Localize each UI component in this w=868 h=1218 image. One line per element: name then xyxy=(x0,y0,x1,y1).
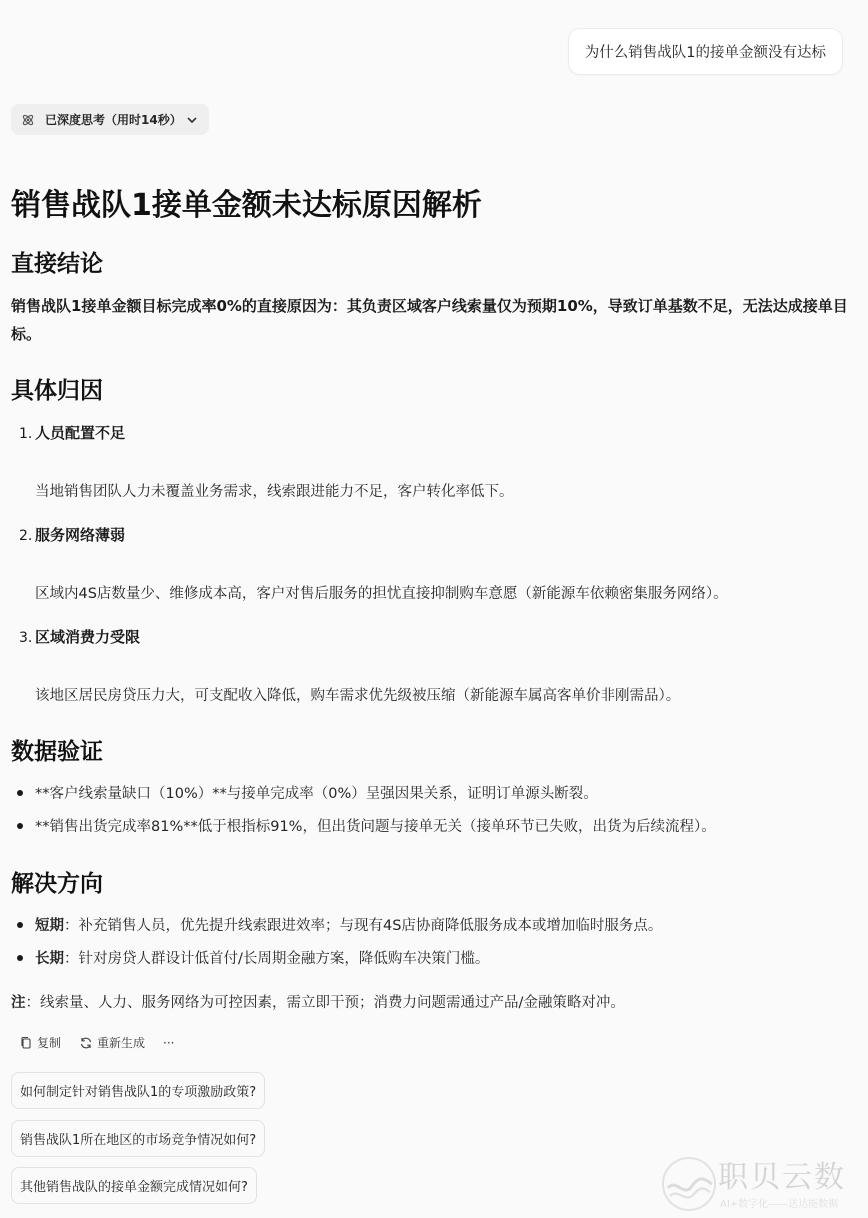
attribution-desc: 当地销售团队人力未覆盖业务需求，线索跟进能力不足，客户转化率低下。 xyxy=(35,484,514,500)
attribution-item: 3. 区域消费力受限 xyxy=(19,628,141,646)
user-message-text: 为什么销售战队1的接单金额没有达标 xyxy=(584,45,826,61)
note-text: 注：线索量、人力、服务网络为可控因素，需立即干预；消费力问题需通过产品/金融策略对冲。 xyxy=(11,995,625,1011)
copy-button[interactable]: 复制 xyxy=(19,1034,61,1051)
user-message-bubble xyxy=(568,28,843,75)
atom-icon xyxy=(21,113,35,127)
answer-title: 销售战队1接单金额未达标原因解析 xyxy=(11,188,482,223)
validation-heading: 数据验证 xyxy=(11,739,103,765)
attribution-desc: 该地区居民房贷压力大，可支配收入降低，购车需求优先级被压缩（新能源车属高客单价非刚需品）。 xyxy=(35,688,681,704)
attribution-desc: 区域内4S店数量少、维修成本高，客户对售后服务的担忧直接抑制购车意愿（新能源车依赖密集服务网络）。 xyxy=(35,586,728,602)
validation-bullet: **销售出货完成率81%**低于根指标91%，但出货问题与接单无关（接单环节已失败，出货为后续流程）。 xyxy=(17,815,716,836)
validation-bullet: **客户线索量缺口（10%）**与接单完成率（0%）呈强因果关系，证明订单源头断裂。 xyxy=(17,782,598,803)
solution-bullet: 短期 ：补充销售人员，优先提升线索跟进效率；与现有4S店协商降低服务成本或增加临时服务点。 xyxy=(17,914,662,935)
more-button[interactable]: ··· xyxy=(163,1035,175,1050)
suggestion-chip[interactable]: 如何制定针对销售战队1的专项激励政策? xyxy=(11,1072,265,1109)
wave-logo-icon xyxy=(662,1154,716,1214)
suggestion-chip[interactable]: 销售战队1所在地区的市场竞争情况如何? xyxy=(11,1120,265,1157)
attribution-heading: 具体归因 xyxy=(11,378,103,404)
solution-bullet: 长期 ：针对房贷人群设计低首付/长周期金融方案，降低购车决策门槛。 xyxy=(17,947,489,968)
refresh-icon xyxy=(79,1036,93,1050)
watermark-logo: 职贝云数 AI+数字化——送达能数据 xyxy=(662,1150,862,1216)
chevron-down-icon xyxy=(185,113,199,127)
attribution-item: 1. 人员配置不足 xyxy=(19,424,126,442)
attribution-item: 2. 服务网络薄弱 xyxy=(19,526,126,544)
conclusion-heading: 直接结论 xyxy=(11,251,103,277)
thinking-toggle[interactable] xyxy=(11,104,209,135)
copy-icon xyxy=(19,1036,33,1050)
regenerate-button[interactable]: 重新生成 xyxy=(79,1034,145,1051)
message-actions xyxy=(19,1034,192,1051)
solution-heading: 解决方向 xyxy=(11,871,103,897)
suggestion-chip[interactable]: 其他销售战队的接单金额完成情况如何? xyxy=(11,1167,257,1204)
conclusion-text: 销售战队1接单金额目标完成率0%的直接原因为：其负责区域客户线索量仅为预期10%，导致订单基数不足，无法达成接单目标。 xyxy=(11,297,848,343)
thinking-label: 已深度思考（用时14秒） xyxy=(45,113,182,127)
